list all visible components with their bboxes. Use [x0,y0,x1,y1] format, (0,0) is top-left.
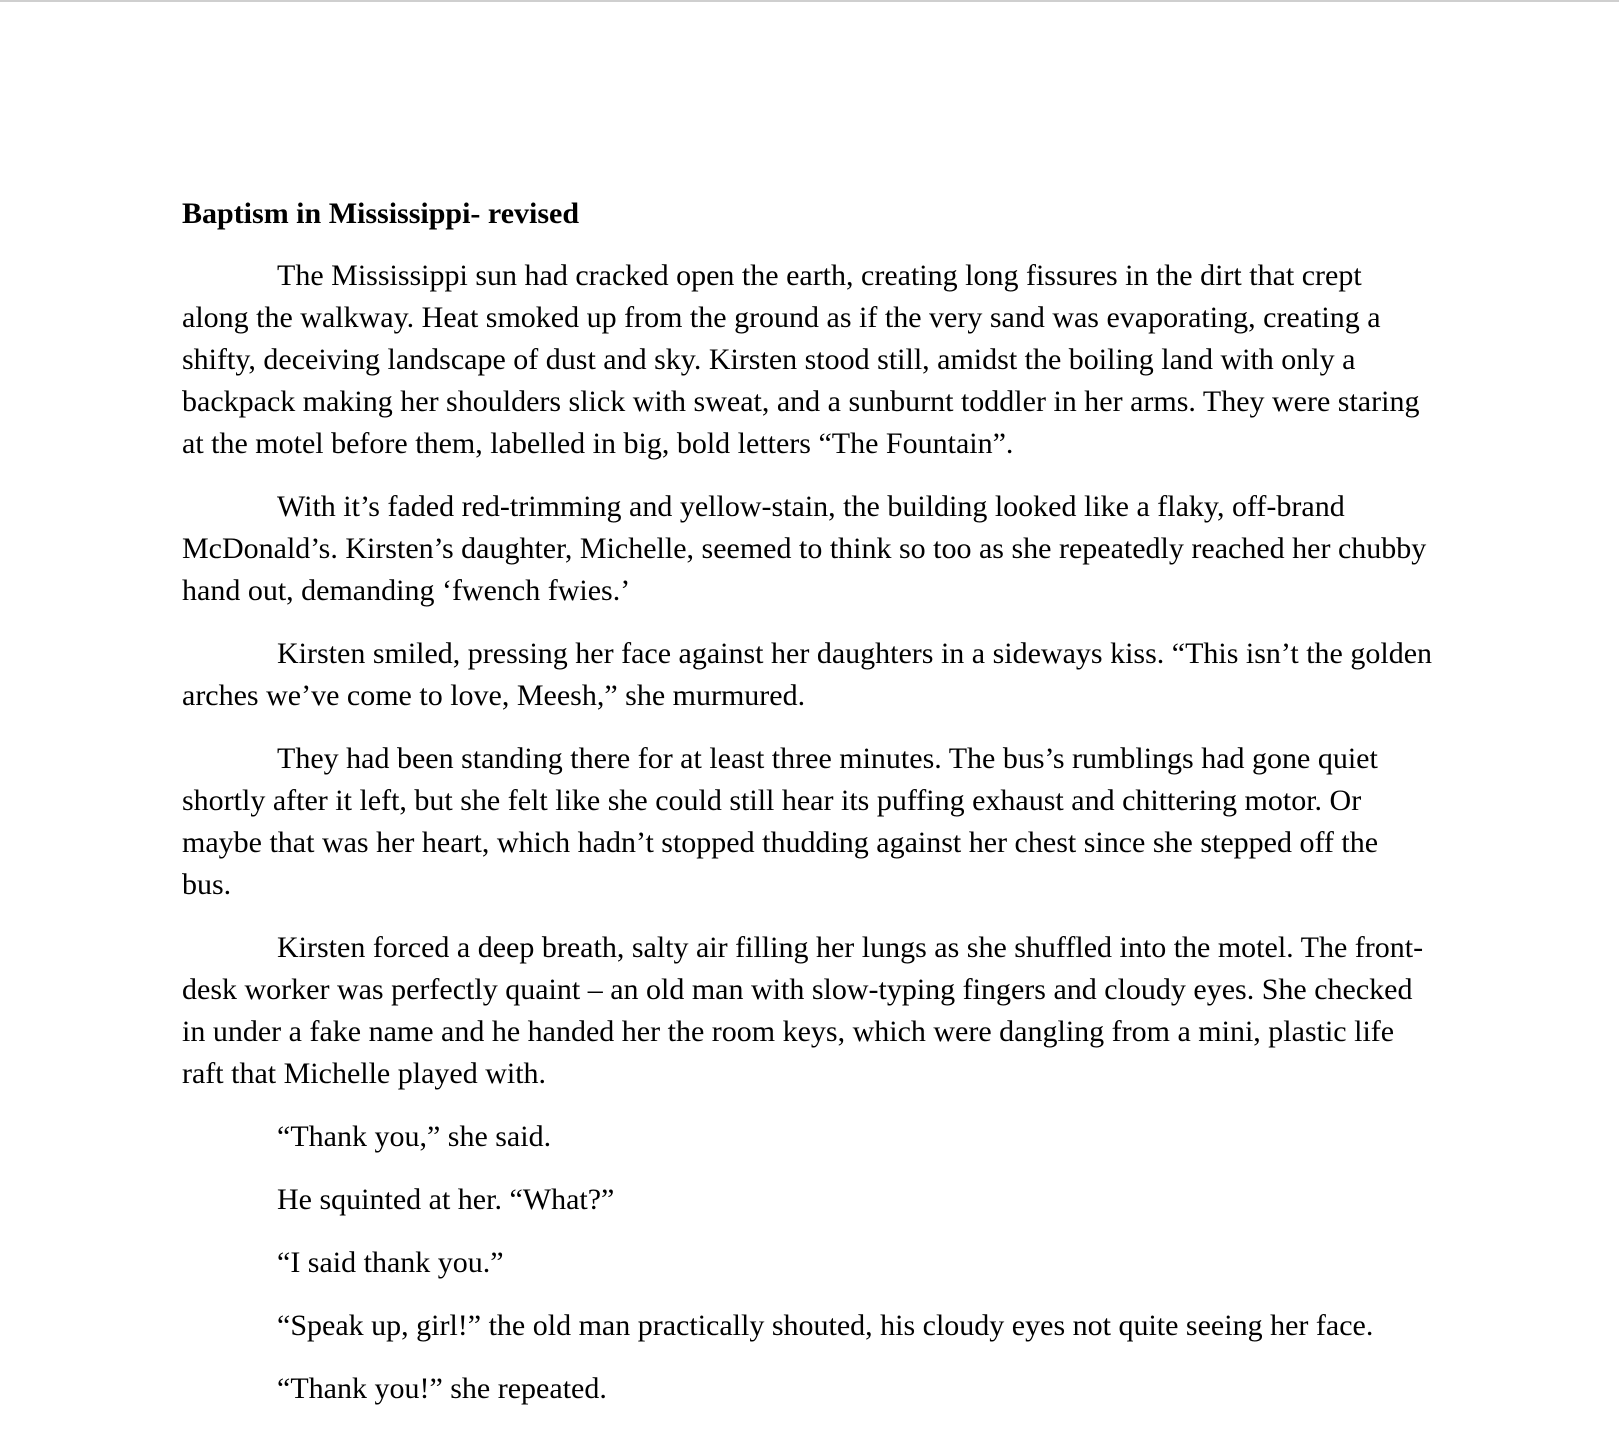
paragraph: The Mississippi sun had cracked open the earth, creating long fissures in the dirt that crept along the walkway. Heat smoked up from the ground as if the very sand was evaporating, creating a shifty, deceiving landscape of dust and sky. Kirsten stood still, amidst the boiling land with only a backpack making her shoulders slick with sweat, and a sunburnt toddler in her arms. They were staring at the motel before them, labelled in big, bold letters “The Fountain”. [182,259,1420,460]
paragraph: “Thank you!” she repeated. [277,1372,607,1405]
paragraph: “I said thank you.” [277,1246,504,1279]
paragraph: Kirsten smiled, pressing her face against her daughters in a sideways kiss. “This isn’t the golden arches we’ve come to love, Meesh,” she murmured. [182,637,1433,712]
document-title: Baptism in Mississippi- revised [182,197,580,230]
paragraph: Kirsten forced a deep breath, salty air filling her lungs as she shuffled into the motel. The front-desk worker was perfectly quaint – an old man with slow-typing fingers and cloudy eyes. She checked in under a fake name and he handed her the room keys, which were dangling from a mini, plastic life raft that Michelle played with. [182,931,1424,1090]
paragraph: He squinted at her. “What?” [277,1183,615,1216]
document-body [182,193,1432,1431]
paragraph: “Thank you,” she said. [277,1120,552,1153]
paragraph: With it’s faded red-trimming and yellow-stain, the building looked like a flaky, off-brand McDonald’s. Kirsten’s daughter, Michelle, seemed to think so too as she repeatedly reached her chubby hand out, demanding ‘fwench fwies.’ [182,490,1427,607]
paragraph: They had been standing there for at least three minutes. The bus’s rumblings had gone quiet shortly after it left, but she felt like she could still hear its puffing exhaust and chittering motor. Or maybe that was her heart, which hadn’t stopped thudding against her chest since she stepped off the bus. [182,742,1379,901]
paragraph: “Speak up, girl!” the old man practically shouted, his cloudy eyes not quite seeing her face. [277,1309,1374,1342]
